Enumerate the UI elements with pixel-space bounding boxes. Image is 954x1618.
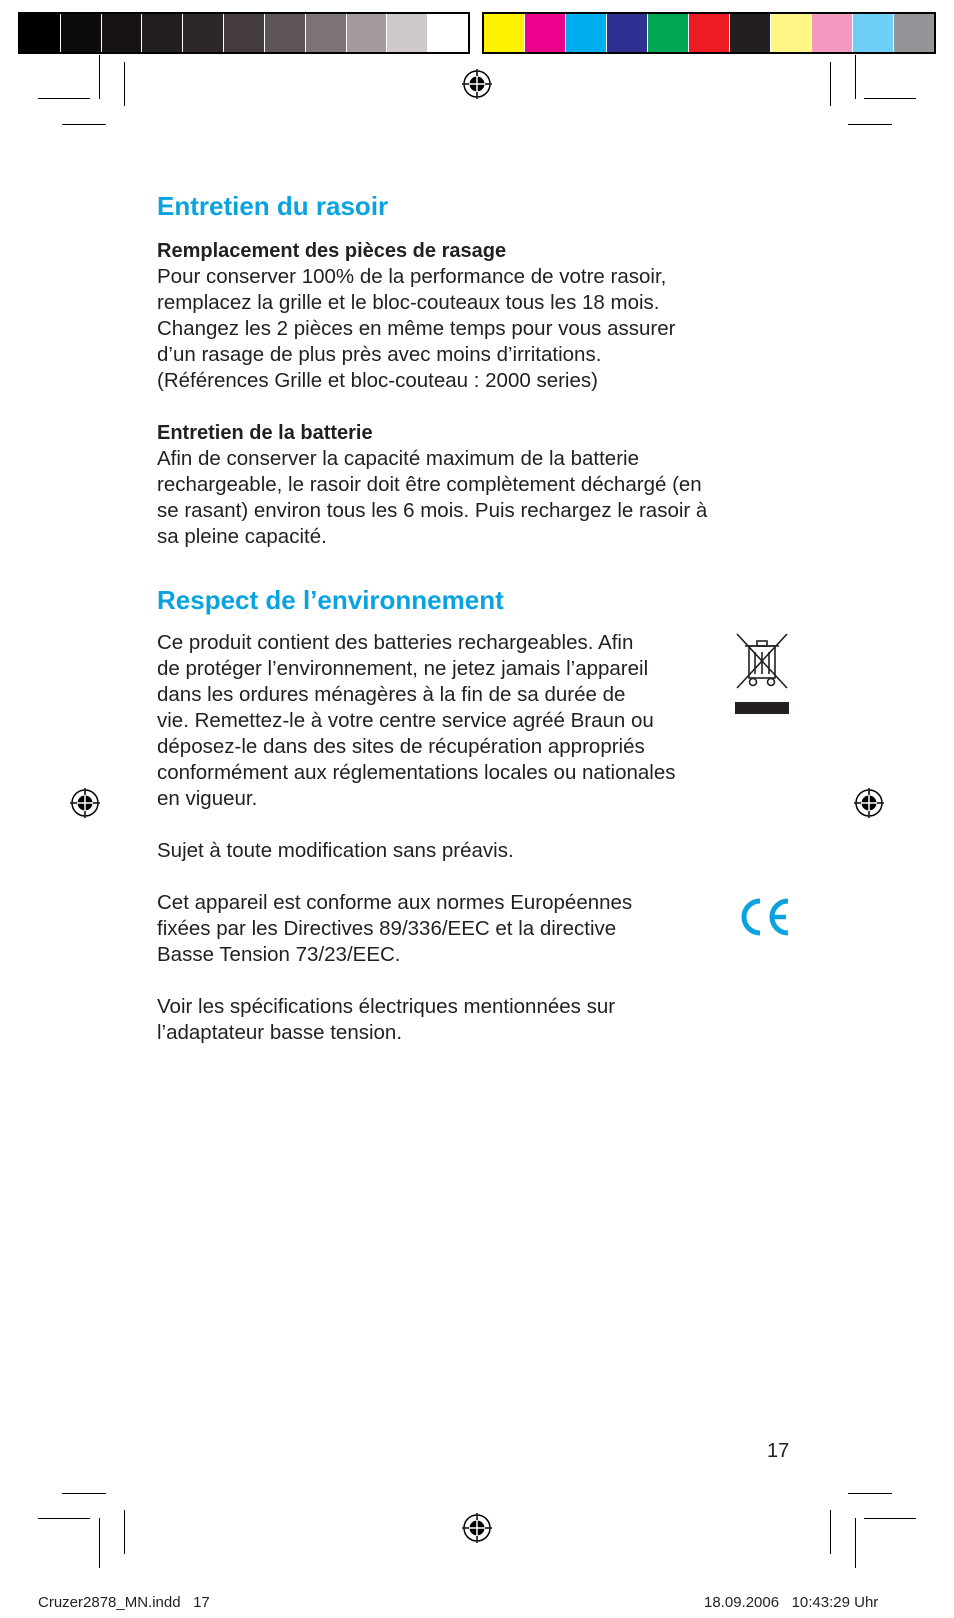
block-modification-notice bbox=[157, 838, 797, 864]
text-line: déposez-le dans des sites de récupération appropriés bbox=[157, 735, 645, 758]
block-parts-replacement bbox=[157, 238, 797, 394]
ce-mark-icon bbox=[736, 897, 792, 937]
crop-mark bbox=[124, 62, 125, 106]
block-ce-conformity bbox=[157, 890, 797, 968]
crop-mark bbox=[848, 1493, 892, 1494]
grayscale-swatch bbox=[387, 14, 428, 52]
text-line: de protéger l’environnement, ne jetez jamais l’appareil bbox=[157, 657, 649, 680]
page-content bbox=[157, 190, 797, 1046]
subheading-parts-replacement: Remplacement des pièces de rasage bbox=[157, 240, 507, 262]
text-line: Ce produit contient des batteries rechargeables. Afin bbox=[157, 631, 634, 654]
process-color-swatch bbox=[525, 14, 566, 52]
grayscale-swatch bbox=[20, 14, 61, 52]
text-line: Afin de conserver la capacité maximum de la batterie bbox=[157, 447, 639, 470]
page-number: 17 bbox=[767, 1440, 790, 1462]
block-battery-care bbox=[157, 420, 797, 550]
block-electrical-specs bbox=[157, 994, 797, 1046]
text-line: (Références Grille et bloc-couteau : 2000 series) bbox=[157, 369, 598, 392]
text-line: Pour conserver 100% de la performance de votre rasoir, bbox=[157, 265, 667, 288]
crossed-out-wheeled-bin-icon bbox=[735, 632, 789, 716]
section-heading-shaver-care: Entretien du rasoir bbox=[157, 191, 389, 221]
crop-mark bbox=[855, 55, 856, 99]
crop-mark bbox=[99, 1518, 100, 1568]
process-color-swatch bbox=[853, 14, 894, 52]
text-line: d’un rasage de plus près avec moins d’irritations. bbox=[157, 343, 602, 366]
text-line: rechargeable, le rasoir doit être complètement déchargé (en bbox=[157, 473, 702, 496]
registration-mark-icon bbox=[70, 788, 100, 818]
process-color-swatch bbox=[812, 14, 853, 52]
crop-mark bbox=[855, 1518, 856, 1568]
process-color-swatch bbox=[730, 14, 771, 52]
process-color-swatch bbox=[771, 14, 812, 52]
text-line: Sujet à toute modification sans préavis. bbox=[157, 839, 514, 862]
section-heading-environment: Respect de l’environnement bbox=[157, 585, 504, 615]
process-color-swatch bbox=[484, 14, 525, 52]
slug-filename: Cruzer2878_MN.indd 17 bbox=[38, 1594, 210, 1611]
registration-mark-icon bbox=[462, 69, 492, 99]
grayscale-swatch bbox=[224, 14, 265, 52]
process-color-swatch bbox=[894, 14, 934, 52]
text-line: Voir les spécifications électriques mentionnées sur bbox=[157, 995, 616, 1018]
text-line: Cet appareil est conforme aux normes Européennes bbox=[157, 891, 633, 914]
grayscale-swatch bbox=[61, 14, 102, 52]
process-color-swatch bbox=[607, 14, 648, 52]
subheading-battery-care: Entretien de la batterie bbox=[157, 422, 373, 444]
process-color-bar bbox=[482, 12, 936, 54]
grayscale-swatch bbox=[265, 14, 306, 52]
grayscale-swatch bbox=[306, 14, 347, 52]
text-line: sa pleine capacité. bbox=[157, 525, 327, 548]
grayscale-swatch bbox=[428, 14, 468, 52]
registration-mark-icon bbox=[854, 788, 884, 818]
text-line: Basse Tension 73/23/EEC. bbox=[157, 943, 401, 966]
process-color-swatch bbox=[566, 14, 607, 52]
crop-mark bbox=[848, 124, 892, 125]
grayscale-swatch bbox=[347, 14, 388, 52]
text-line: l’adaptateur basse tension. bbox=[157, 1021, 403, 1044]
crop-mark bbox=[830, 1510, 831, 1554]
crop-mark bbox=[38, 98, 90, 99]
text-line: conformément aux réglementations locales ou nationales bbox=[157, 761, 676, 784]
text-line: remplacez la grille et le bloc-couteaux tous les 18 mois. bbox=[157, 291, 660, 314]
grayscale-color-bar bbox=[18, 12, 470, 54]
text-line: en vigueur. bbox=[157, 787, 258, 810]
grayscale-swatch bbox=[183, 14, 224, 52]
text-line: vie. Remettez-le à votre centre service agréé Braun ou bbox=[157, 709, 654, 732]
text-line: dans les ordures ménagères à la fin de sa durée de bbox=[157, 683, 626, 706]
process-color-swatch bbox=[648, 14, 689, 52]
process-color-swatch bbox=[689, 14, 730, 52]
text-line: se rasant) environ tous les 6 mois. Puis rechargez le rasoir à bbox=[157, 499, 708, 522]
crop-mark bbox=[864, 98, 916, 99]
crop-mark bbox=[864, 1518, 916, 1519]
grayscale-swatch bbox=[142, 14, 183, 52]
crop-mark bbox=[62, 124, 106, 125]
crop-mark bbox=[38, 1518, 90, 1519]
block-environment bbox=[157, 630, 797, 812]
crop-mark bbox=[99, 55, 100, 99]
registration-mark-icon bbox=[462, 1513, 492, 1543]
crop-mark bbox=[124, 1510, 125, 1554]
crop-mark bbox=[62, 1493, 106, 1494]
slug-timestamp: 18.09.2006 10:43:29 Uhr bbox=[704, 1594, 879, 1611]
text-line: fixées par les Directives 89/336/EEC et la directive bbox=[157, 917, 617, 940]
text-line: Changez les 2 pièces en même temps pour vous assurer bbox=[157, 317, 676, 340]
grayscale-swatch bbox=[102, 14, 143, 52]
crop-mark bbox=[830, 62, 831, 106]
